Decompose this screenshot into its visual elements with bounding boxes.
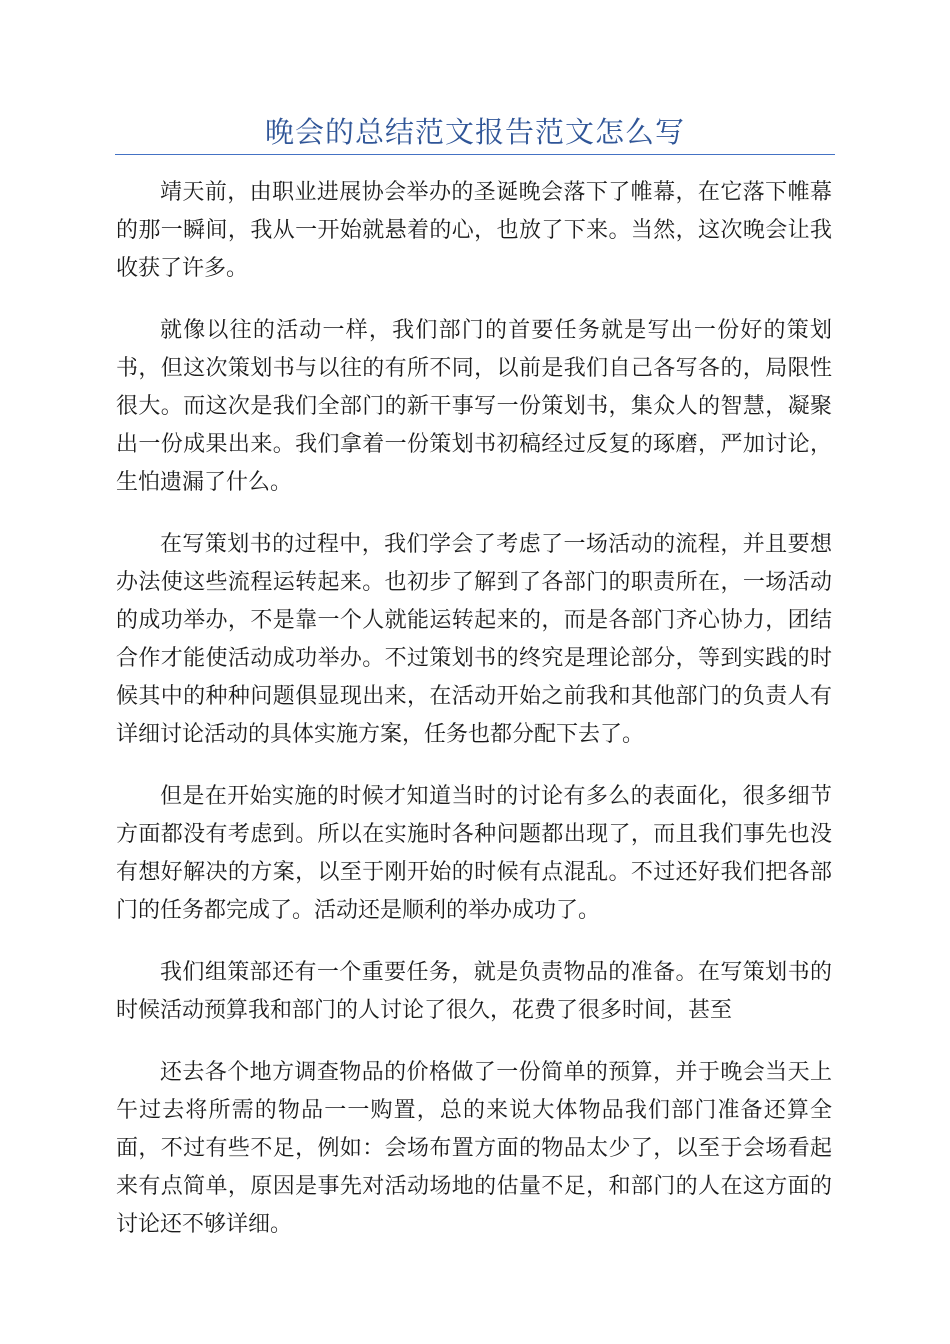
paragraph-4: 但是在开始实施的时候才知道当时的讨论有多么的表面化，很多细节方面都没有考虑到。所以在实施时各种问题都出现了，而且我们事先也没有想好解决的方案，以至于刚开始的时候有点混乱。不过还好我们把各部门的任务都完成了。活动还是顺利的举办成功了。 (116, 784, 832, 923)
paragraph-2: 就像以往的活动一样，我们部门的首要任务就是写出一份好的策划书，但这次策划书与以往的有所不同，以前是我们自己各写各的，局限性很大。而这次是我们全部门的新干事写一份策划书，集众人的智慧，凝聚出一份成果出来。我们拿着一份策划书初稿经过反复的琢磨，严加讨论，生怕遗漏了什么。 (116, 318, 832, 495)
paragraph-5: 我们组策部还有一个重要任务，就是负责物品的准备。在写策划书的时候活动预算我和部门的人讨论了很久，花费了很多时间，甚至 (116, 960, 832, 1023)
title-underline (115, 154, 835, 155)
document-body (116, 174, 832, 1268)
paragraph-6: 还去各个地方调查物品的价格做了一份简单的预算，并于晚会当天上午过去将所需的物品一一购置，总的来说大体物品我们部门准备还算全面，不过有些不足，例如：会场布置方面的物品太少了，以至于会场看起来有点简单，原因是事先对活动场地的估量不足，和部门的人在这方面的讨论还不够详细。 (116, 1060, 832, 1237)
paragraph-1: 靖天前，由职业进展协会举办的圣诞晚会落下了帷幕，在它落下帷幕的那一瞬间，我从一开始就悬着的心，也放了下来。当然，这次晚会让我收获了许多。 (116, 180, 832, 281)
page-title: 晚会的总结范文报告范文怎么写 (264, 115, 685, 149)
paragraph-3: 在写策划书的过程中，我们学会了考虑了一场活动的流程，并且要想办法使这些流程运转起来。也初步了解到了各部门的职责所在，一场活动的成功举办，不是靠一个人就能运转起来的，而是各部门齐心协力，团结合作才能使活动成功举办。不过策划书的终究是理论部分，等到实践的时候其中的种种问题俱显现出来，在活动开始之前我和其他部门的负责人有详细讨论活动的具体实施方案，任务也都分配下去了。 (116, 532, 832, 747)
